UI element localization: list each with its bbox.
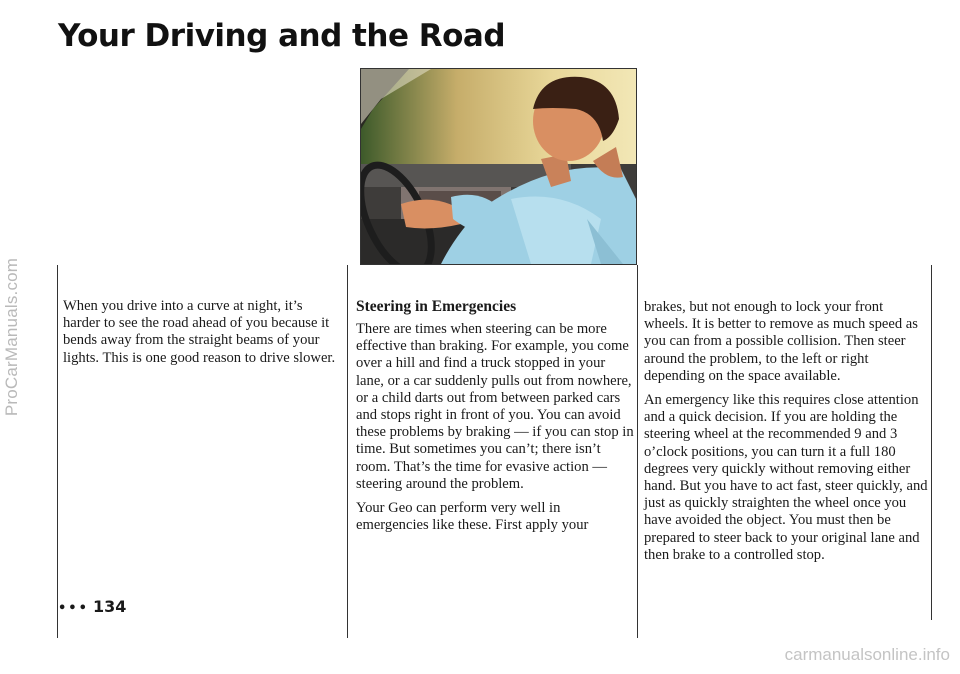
column-divider-far-right [931,265,932,620]
middle-paragraph-2: Your Geo can perform very well in emergencies like these. First apply your [356,500,589,534]
left-paragraph-1: When you drive into a curve at night, it’s harder to see the road ahead of you because it bends away from the straight beams of your lights. This is one good reason to drive slower. [63,298,336,366]
page-number-value: 134 [92,597,127,616]
column-divider-middle [347,265,348,638]
page-title: Your Driving and the Road [58,18,506,54]
right-paragraph-2: An emergency like this requires close attention and a quick decision. If you are holding the steering wheel at the recommended 9 and 3 o’clock positions, you can turn it a full 180 degrees very quickly without removing either hand. But you have to act fast, steer quickly, and just as quickly straighten the wheel once you have avoided the object. You must then be prepared to steer back to your original lane and then brake to a controlled stop. [644,392,928,563]
right-paragraph-1: brakes, but not enough to lock your front wheels. It is better to remove as much speed as you can from a possible collision. Then steer around the problem, to the left or right depending on the space available. [644,299,918,384]
section-heading: Steering in Emergencies [356,298,517,315]
driver-illustration [360,68,637,265]
page-number [58,597,126,616]
right-column [644,299,929,571]
column-divider-right [637,265,638,638]
footer-watermark: carmanualsonline.info [784,645,950,664]
column-divider-left [57,265,58,638]
middle-column [356,298,636,541]
driver-illustration-drawing [361,69,636,264]
middle-paragraph-1: There are times when steering can be more effective than braking. For example, you come over a hill and find a truck stopped in your lane, or a car suddenly pulls out from nowhere, or a child darts out from between parked cars and stops right in front of you. You can avoid these problems by braking — if you can stop in time. But sometimes you can’t; there isn’t room. That’s the time for evasive action — steering around the problem. [356,321,634,492]
left-column [63,298,339,374]
side-watermark-text: ProCarManuals.com [2,257,21,417]
page-number-dots: ••• [58,601,89,616]
side-watermark [0,0,24,674]
